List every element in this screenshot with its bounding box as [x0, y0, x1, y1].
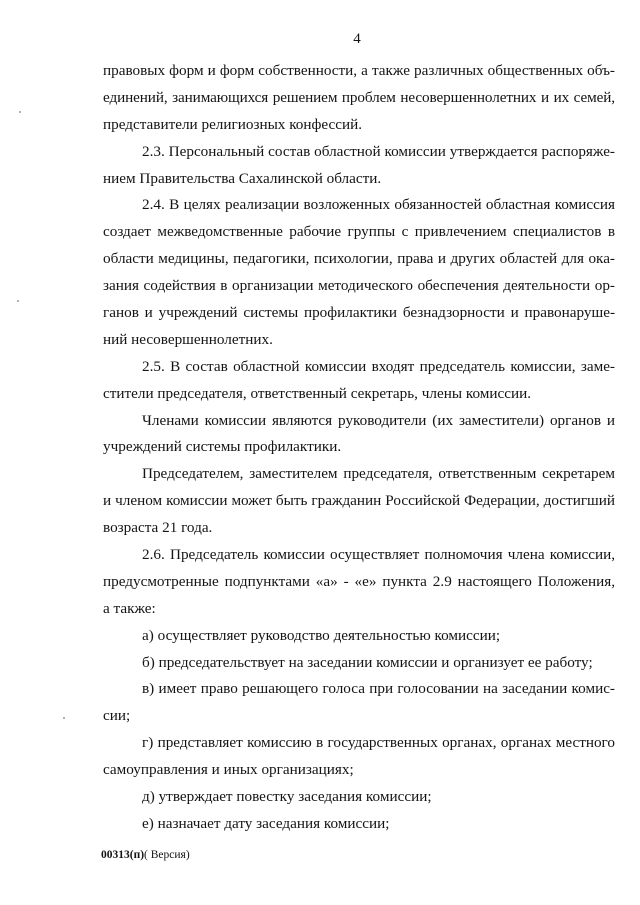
- document-footer: [101, 849, 190, 861]
- text-line: самоуправления и иных организациях;: [103, 761, 354, 779]
- text-line: Членами комиссии являются руководители (их заместители) органов и: [142, 411, 615, 429]
- text-line: единений, занимающихся решением проблем несовершеннолетних и их семей,: [103, 88, 615, 106]
- text-line: г) представляет комиссию в государственных органах, органах местного: [142, 734, 615, 752]
- text-line: 2.5. В состав областной комиссии входят председатель комиссии, заме-: [142, 357, 615, 375]
- scan-speck: [19, 111, 21, 113]
- document-version: ( Версия): [144, 849, 190, 861]
- text-line: е) назначает дату заседания комиссии;: [142, 814, 390, 832]
- text-line: 2.3. Персональный состав областной комиссии утверждается распоряже-: [142, 142, 615, 160]
- text-line: сии;: [103, 707, 131, 725]
- scan-speck: [17, 300, 19, 302]
- text-line: правовых форм и форм собственности, а также различных общественных объ-: [103, 62, 615, 79]
- text-line: области медицины, педагогики, психологии, права и других областей для ока-: [103, 250, 615, 268]
- text-line: представители религиозных конфессий.: [103, 115, 363, 133]
- text-line: 2.6. Председатель комиссии осуществляет полномочия члена комиссии,: [142, 546, 615, 564]
- text-line: в) имеет право решающего голоса при голосовании на заседании комис-: [142, 680, 615, 698]
- text-line: Председателем, заместителем председателя, ответственным секретарем: [142, 465, 615, 483]
- text-line: д) утверждает повестку заседания комиссии;: [142, 788, 432, 806]
- text-line: зания содействия в организации методического обеспечения деятельности ор-: [103, 277, 615, 295]
- text-line: нием Правительства Сахалинской области.: [103, 169, 382, 187]
- text-line: а) осуществляет руководство деятельностью комиссии;: [142, 626, 501, 644]
- text-line: ганов и учреждений системы профилактики безнадзорности и правонаруше-: [103, 304, 615, 322]
- text-line: учреждений системы профилактики.: [103, 438, 342, 456]
- text-line: а также:: [103, 599, 156, 617]
- text-line: 2.4. В целях реализации возложенных обязанностей областная комиссия: [142, 196, 615, 214]
- document-code: 00313(п): [101, 849, 145, 861]
- text-line: предусмотренные подпунктами «а» - «е» пункта 2.9 настоящего Положения,: [103, 572, 615, 590]
- document-body: [103, 58, 615, 838]
- page-number: 4: [353, 31, 361, 47]
- text-line: ний несовершеннолетних.: [103, 330, 273, 348]
- text-line: создает межведомственные рабочие группы с привлечением специалистов в: [103, 223, 615, 241]
- text-line: и членом комиссии может быть гражданин Российской Федерации, достигший: [103, 492, 615, 510]
- scan-speck: [63, 717, 65, 719]
- text-line: возраста 21 года.: [103, 519, 213, 537]
- text-line: стители председателя, ответственный секретарь, члены комиссии.: [103, 384, 532, 402]
- text-line: б) председательствует на заседании комиссии и организует ее работу;: [142, 653, 593, 671]
